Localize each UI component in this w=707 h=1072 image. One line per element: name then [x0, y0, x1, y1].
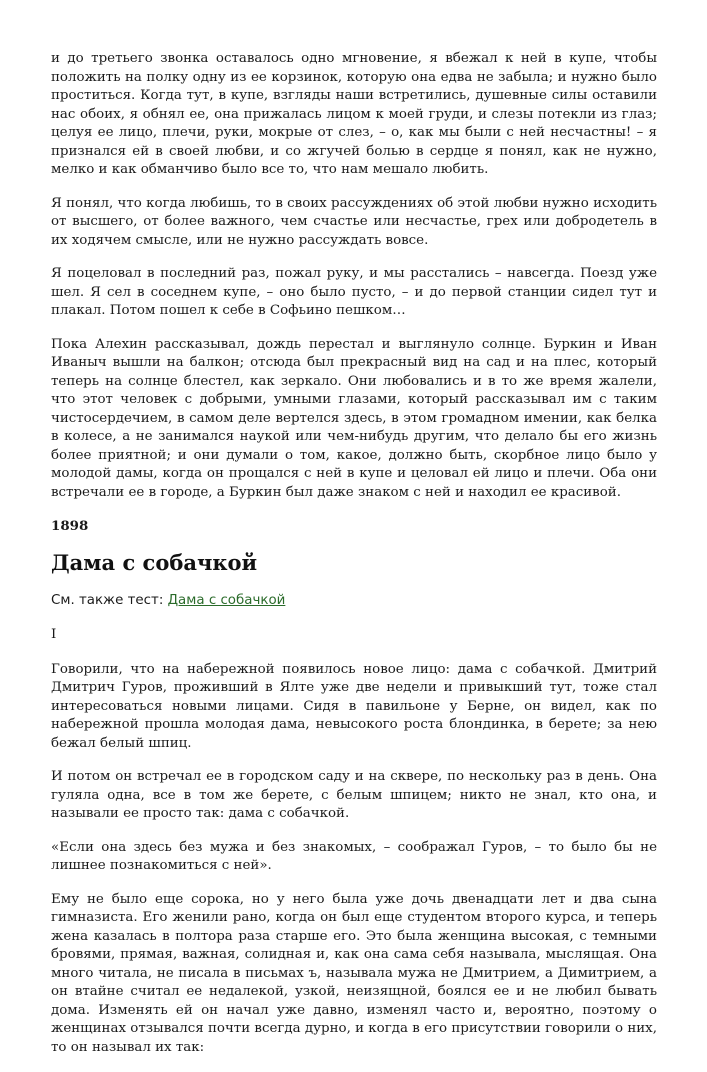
chapter-title: Дама с собачкой — [51, 549, 258, 575]
see-also-link[interactable]: Дама с собачкой — [167, 592, 286, 608]
paragraph: Я понял, что когда любишь, то в своих рассуждениях об этой любви нужно исходить от высшего, от более важного, чем счастье или несчастье, грех или добродетель в их ходячем смысле, или не нужно рассуждать вовсе. — [51, 195, 657, 248]
paragraph: Говорили, что на набережной появилось новое лицо: дама с собачкой. Дмитрий Дмитрич Гуров, проживший в Ялте уже две недели и привыкший тут, тоже стал интересоваться новыми лицами. Сидя в павильоне у Берне, он видел, как по набережной прошла молодая дама, невысокого роста блондинка, в берете; за нею бежал белый шпиц. — [51, 661, 657, 751]
paragraph: Я поцеловал в последний раз, пожал руку, и мы расстались – навсегда. Поезд уже шел. Я сел в соседнем купе, – оно было пусто, – и до первой станции сидел тут и плакал. Потом пошел к себе в Софьино пешком… — [51, 266, 657, 318]
section-numeral: I — [51, 627, 57, 642]
paragraph: Пока Алехин рассказывал, дождь перестал и выглянуло солнце. Буркин и Иван Иваныч вышли на балкон; отсюда был прекрасный вид на сад и на плес, который теперь на солнце блестел, как зеркало. Они любовались и в то же время жалели, что этот человек с добрыми, умными глазами, который рассказывал им с таким чистосердечием, в самом деле вертелся здесь, в этом громадном имении, как белка в колесе, а не занимался наукой или чем-нибудь другим, что делало бы его жизнь более приятной; и они думали о том, какое, должно быть, скорбное лицо было у молодой дамы, когда он прощался с ней в купе и целовал ей лицо и плечи. Оба они встречали ее в городе, а Буркин был даже знаком с ней и находил ее красивой. — [51, 336, 657, 500]
paragraph: И потом он встречал ее в городском саду и на сквере, по нескольку раз в день. Она гуляла одна, все в том же берете, с белым шпицем; никто не знал, кто она, и называли ее просто так: дама с собачкой. — [51, 769, 657, 821]
paragraph: Ему не было еще сорока, но у него была уже дочь двенадцати лет и два сына гимназиста. Его женили рано, когда он был еще студентом второго курса, и теперь жена казалась в полтора раза старше его. Это была женщина высокая, с темными бровями, прямая, важная, солидная и, как она сама себя называла, мыслящая. Она много читала, не писала в письмах ъ, называла мужа не Дмитрием, а Димитрием, а он втайне считал ее недалекой, узкой, неизящной, боялся ее и не любил бывать дома. Изменять ей он начал уже давно, изменял часто и, вероятно, поэтому о женщинах отзывался почти всегда дурно, и когда в его присутствии говорили о них, то он называл их так: — [51, 891, 657, 1055]
see-also-prefix: См. также тест: — [51, 592, 168, 608]
paragraph: и до третьего звонка оставалось одно мгновение, я вбежал к ней в купе, чтобы положить на полку одну из ее корзинок, которую она едва не забыла; и нужно было проститься. Когда тут, в купе, взгляды наши встретились, душевные силы оставили нас обоих, я обнял ее, она прижалась лицом к моей груди, и слезы потекли из глаз; целуя ее лицо, плечи, руки, мокрые от слез, – о, как мы были с ней несчастны! – я признался ей в своей любви, и со жгучей болью в сердце я понял, как не нужно, мелко и как обманчиво было все то, что нам мешало любить. — [51, 51, 657, 177]
document-page — [51, 50, 657, 1072]
paragraph: «Если она здесь без мужа и без знакомых, – соображал Гуров, – то было бы не лишнее познакомиться с ней». — [51, 839, 657, 873]
publication-year: 1898 — [51, 518, 89, 534]
see-also-line — [51, 592, 657, 611]
